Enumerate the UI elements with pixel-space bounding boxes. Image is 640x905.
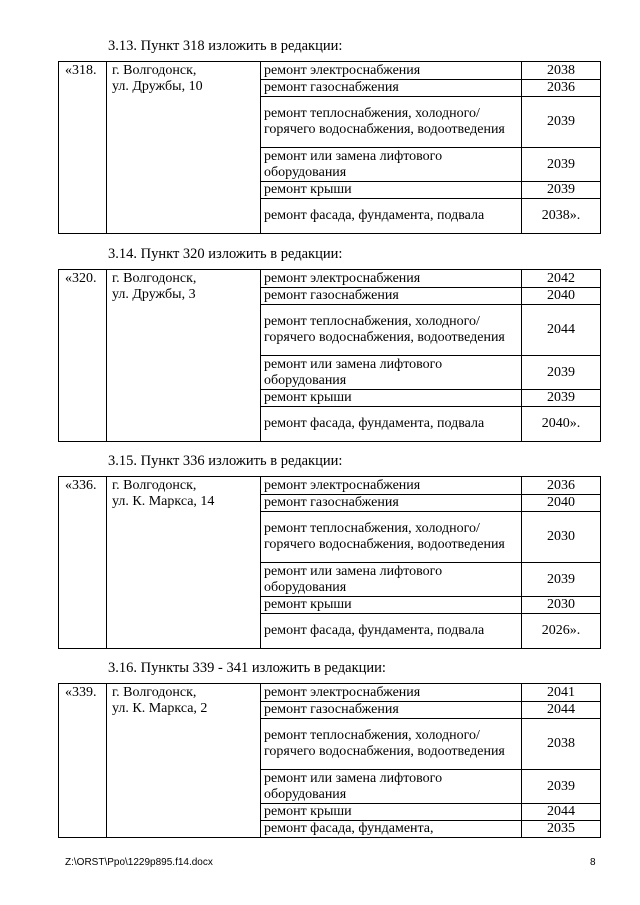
work-type: ремонт фасада, фундамента, <box>261 821 522 838</box>
work-type: ремонт или замена лифтового оборудования <box>261 563 522 597</box>
work-type: ремонт крыши <box>261 804 522 821</box>
work-year: 2039 <box>522 148 601 182</box>
work-type: ремонт теплоснабжения, холодного/горячего водоснабжения, водоотведения <box>261 719 522 770</box>
work-type: ремонт теплоснабжения, холодного/горячего водоснабжения, водоотведения <box>261 97 522 148</box>
work-year: 2041 <box>522 684 601 702</box>
work-type: ремонт электроснабжения <box>261 270 522 288</box>
page-number: 8 <box>590 857 596 868</box>
work-year: 2040». <box>522 407 601 442</box>
work-year: 2044 <box>522 702 601 719</box>
work-type: ремонт фасада, фундамента, подвала <box>261 407 522 442</box>
address-city: г. Волгодонск, <box>112 63 197 78</box>
work-type: ремонт газоснабжения <box>261 495 522 512</box>
work-type: ремонт фасада, фундамента, подвала <box>261 199 522 234</box>
address-city: г. Волгодонск, <box>112 478 197 493</box>
work-type: ремонт крыши <box>261 597 522 614</box>
entry-table <box>58 476 601 649</box>
entry-table <box>58 683 601 838</box>
work-year: 2038 <box>522 719 601 770</box>
section-heading: 3.13. Пункт 318 изложить в редакции: <box>108 38 343 54</box>
work-year: 2035 <box>522 821 601 838</box>
work-year: 2030 <box>522 597 601 614</box>
work-type: ремонт или замена лифтового оборудования <box>261 356 522 390</box>
work-type: ремонт теплоснабжения, холодного/горячего водоснабжения, водоотведения <box>261 512 522 563</box>
work-year: 2026». <box>522 614 601 649</box>
work-type: ремонт или замена лифтового оборудования <box>261 148 522 182</box>
work-year: 2039 <box>522 563 601 597</box>
entry-table <box>58 61 601 234</box>
address-street: ул. Дружбы, 3 <box>112 287 196 302</box>
work-type: ремонт газоснабжения <box>261 80 522 97</box>
item-number: «318. <box>59 62 107 234</box>
item-number: «336. <box>59 477 107 649</box>
address-street: ул. Дружбы, 10 <box>112 79 203 94</box>
work-type: ремонт теплоснабжения, холодного/горячего водоснабжения, водоотведения <box>261 305 522 356</box>
work-year: 2040 <box>522 288 601 305</box>
work-type: ремонт газоснабжения <box>261 702 522 719</box>
work-year: 2036 <box>522 80 601 97</box>
work-year: 2039 <box>522 770 601 804</box>
work-year: 2039 <box>522 97 601 148</box>
work-type: ремонт газоснабжения <box>261 288 522 305</box>
work-year: 2038». <box>522 199 601 234</box>
address-street: ул. К. Маркса, 14 <box>112 494 215 509</box>
item-number: «320. <box>59 270 107 442</box>
address-city: г. Волгодонск, <box>112 271 197 286</box>
work-type: ремонт фасада, фундамента, подвала <box>261 614 522 649</box>
work-type: ремонт крыши <box>261 390 522 407</box>
work-type: ремонт электроснабжения <box>261 62 522 80</box>
address-cell <box>107 270 261 442</box>
footer-file-path: Z:\ORST\Ppo\1229p895.f14.docx <box>65 857 213 868</box>
work-year: 2044 <box>522 804 601 821</box>
table-row <box>59 684 601 702</box>
work-year: 2038 <box>522 62 601 80</box>
work-type: ремонт электроснабжения <box>261 684 522 702</box>
work-type: ремонт крыши <box>261 182 522 199</box>
work-type: ремонт или замена лифтового оборудования <box>261 770 522 804</box>
work-year: 2039 <box>522 356 601 390</box>
work-year: 2030 <box>522 512 601 563</box>
address-city: г. Волгодонск, <box>112 685 197 700</box>
address-street: ул. К. Маркса, 2 <box>112 701 208 716</box>
section-heading: 3.14. Пункт 320 изложить в редакции: <box>108 246 343 262</box>
address-cell <box>107 684 261 838</box>
section-heading: 3.16. Пункты 339 - 341 изложить в редакции: <box>108 660 386 676</box>
work-year: 2039 <box>522 390 601 407</box>
work-year: 2044 <box>522 305 601 356</box>
work-year: 2042 <box>522 270 601 288</box>
item-number: «339. <box>59 684 107 838</box>
work-year: 2036 <box>522 477 601 495</box>
table-row <box>59 270 601 288</box>
table-row <box>59 477 601 495</box>
address-cell <box>107 62 261 234</box>
section-heading: 3.15. Пункт 336 изложить в редакции: <box>108 453 343 469</box>
table-row <box>59 62 601 80</box>
entry-table <box>58 269 601 442</box>
work-type: ремонт электроснабжения <box>261 477 522 495</box>
work-year: 2039 <box>522 182 601 199</box>
address-cell <box>107 477 261 649</box>
work-year: 2040 <box>522 495 601 512</box>
